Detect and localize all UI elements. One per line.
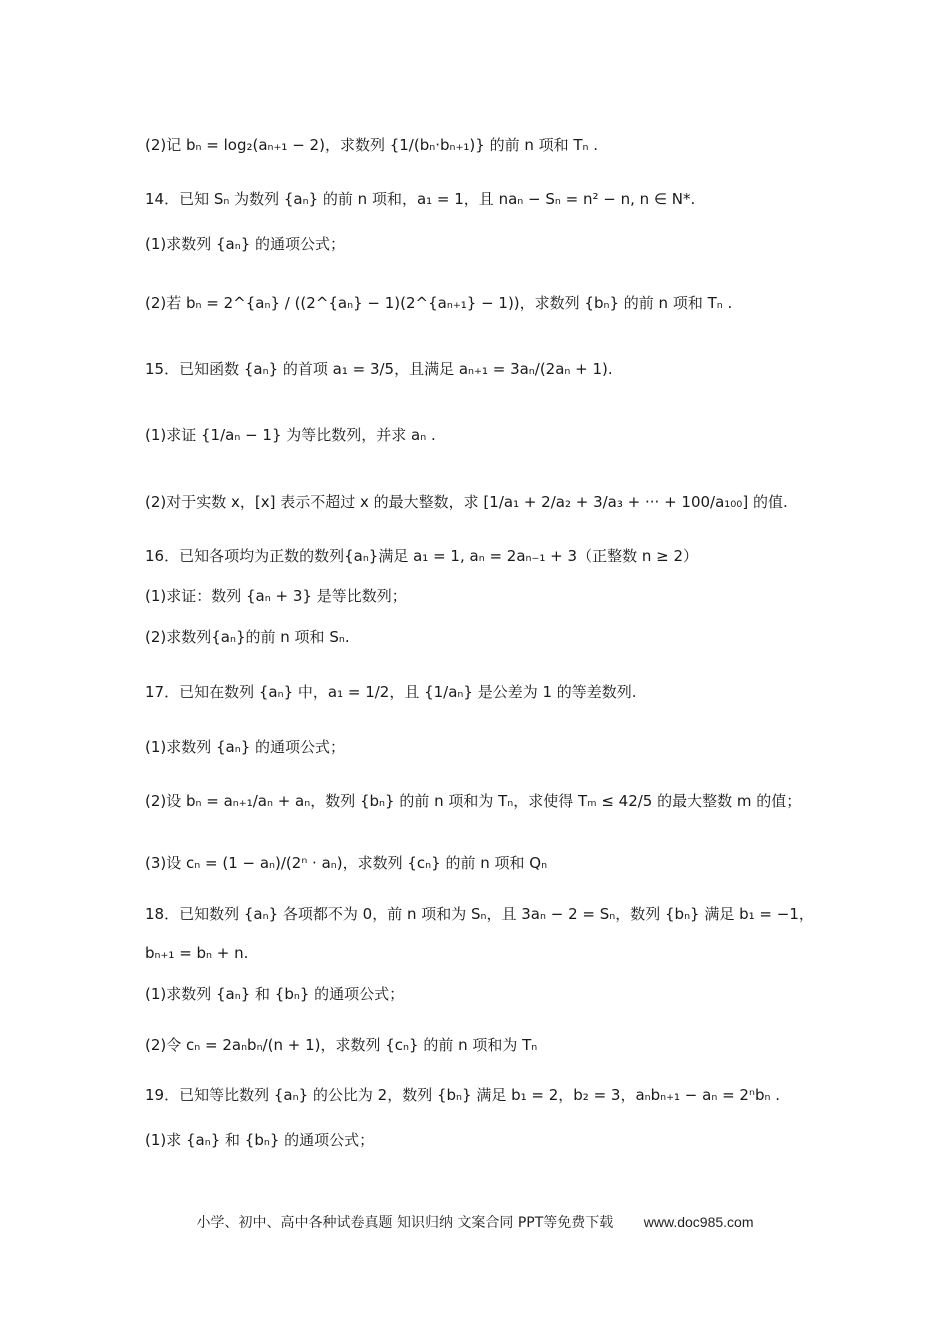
problem-line: 14．已知 Sₙ 为数列 {aₙ} 的前 n 项和，a₁ = 1，且 naₙ − Sₙ = n² − n, n ∈ N*. bbox=[145, 190, 696, 208]
problem-line: (1)求 {aₙ} 和 {bₙ} 的通项公式； bbox=[145, 1131, 375, 1149]
problem-line: 17．已知在数列 {aₙ} 中，a₁ = 1/2，且 {1/aₙ} 是公差为 1 的等差数列. bbox=[145, 683, 637, 701]
problem-line: (1)求数列 {aₙ} 的通项公式； bbox=[145, 235, 346, 253]
problem-line: (1)求数列 {aₙ} 和 {bₙ} 的通项公式； bbox=[145, 985, 405, 1003]
problem-line: (2)令 cₙ = 2aₙbₙ/(n + 1)，求数列 {cₙ} 的前 n 项和为 Tₙ bbox=[145, 1036, 538, 1054]
page-footer bbox=[0, 1212, 950, 1232]
problem-line: (2)求数列{aₙ}的前 n 项和 Sₙ. bbox=[145, 628, 350, 646]
problem-line: 18．已知数列 {aₙ} 各项都不为 0，前 n 项和为 Sₙ，且 3aₙ − 2 = Sₙ，数列 {bₙ} 满足 b₁ = −1， bbox=[145, 905, 814, 923]
problem-line: (2)对于实数 x，[x] 表示不超过 x 的最大整数，求 [1/a₁ + 2/a₂ + 3/a₃ + ··· + 100/a₁₀₀] 的值. bbox=[145, 493, 788, 511]
problem-line: 15．已知函数 {aₙ} 的首项 a₁ = 3/5，且满足 aₙ₊₁ = 3aₙ/(2aₙ + 1). bbox=[145, 360, 613, 378]
problem-line: 16．已知各项均为正数的数列{aₙ}满足 a₁ = 1, aₙ = 2aₙ₋₁ + 3（正整数 n ≥ 2） bbox=[145, 547, 698, 565]
problem-line: bₙ₊₁ = bₙ + n. bbox=[145, 944, 249, 962]
problem-line: (2)若 bₙ = 2^{aₙ} / ((2^{aₙ} − 1)(2^{aₙ₊₁} − 1))，求数列 {bₙ} 的前 n 项和 Tₙ . bbox=[145, 294, 733, 312]
footer-link[interactable]: www.doc985.com bbox=[643, 1214, 754, 1230]
problem-line: (1)求数列 {aₙ} 的通项公式； bbox=[145, 738, 346, 756]
problem-line: (1)求证：数列 {aₙ + 3} 是等比数列； bbox=[145, 587, 407, 605]
problem-line: 19．已知等比数列 {aₙ} 的公比为 2，数列 {bₙ} 满足 b₁ = 2，b₂ = 3，aₙbₙ₊₁ − aₙ = 2ⁿbₙ . bbox=[145, 1086, 780, 1104]
problem-line: (1)求证 {1/aₙ − 1} 为等比数列，并求 aₙ . bbox=[145, 426, 436, 444]
problem-line: (3)设 cₙ = (1 − aₙ)/(2ⁿ · aₙ)，求数列 {cₙ} 的前 n 项和 Qₙ bbox=[145, 854, 548, 872]
problem-line: (2)设 bₙ = aₙ₊₁/aₙ + aₙ，数列 {bₙ} 的前 n 项和为 Tₙ，求使得 Tₘ ≤ 42/5 的最大整数 m 的值； bbox=[145, 792, 802, 810]
footer-text: 小学、初中、高中各种试卷真题 知识归纳 文案合同 PPT等免费下载 bbox=[196, 1215, 614, 1231]
problem-line: (2)记 bₙ = log₂(aₙ₊₁ − 2)，求数列 {1/(bₙ·bₙ₊₁)} 的前 n 项和 Tₙ . bbox=[145, 136, 599, 154]
